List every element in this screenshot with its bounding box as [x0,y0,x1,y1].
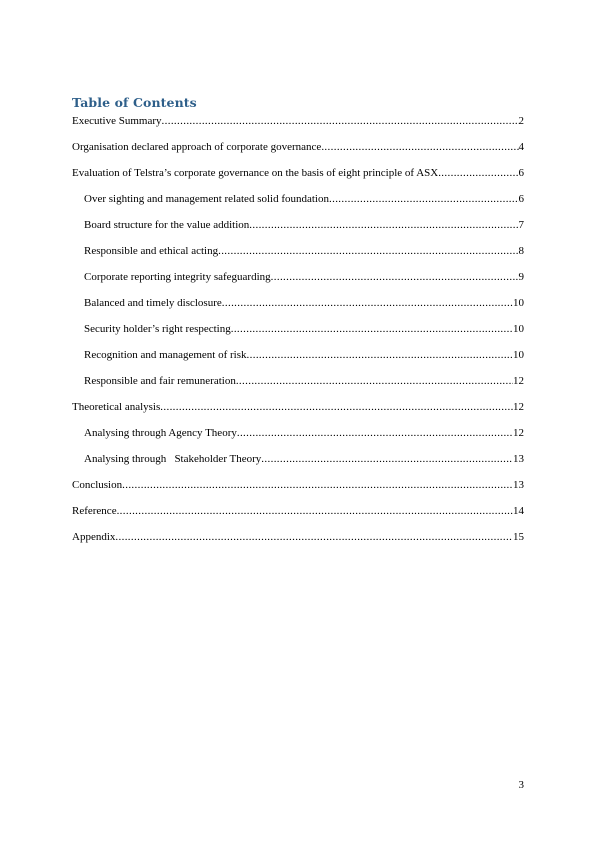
toc-entry-page: 10 [513,349,524,361]
table-of-contents [72,115,524,557]
dot-leader [218,245,518,258]
toc-entry-page: 15 [513,531,524,543]
toc-entry-executive-summary[interactable] [72,115,524,128]
toc-entry-title: Over sighting and management related solid foundation [84,193,329,205]
dot-leader [117,505,513,518]
toc-entry-page: 4 [518,141,524,153]
dot-leader [261,453,513,466]
toc-entry-title: Reference [72,505,117,517]
toc-entry-stakeholder-theory[interactable] [72,453,524,466]
dot-leader [321,141,518,154]
toc-entry-page: 13 [513,479,524,491]
toc-entry-page: 9 [518,271,524,283]
toc-entry-title: Corporate reporting integrity safeguarding [84,271,271,283]
toc-entry-title: Balanced and timely disclosure [84,297,222,309]
toc-entry-declared-approach[interactable] [72,141,524,154]
toc-entry-page: 13 [513,453,524,465]
toc-entry-page: 10 [513,297,524,309]
toc-entry-title: Executive Summary [72,115,162,127]
toc-entry-appendix[interactable] [72,531,524,544]
toc-entry-page: 12 [513,375,524,387]
toc-entry-page: 6 [518,193,524,205]
toc-entry-timely-disclosure[interactable] [72,297,524,310]
dot-leader [247,349,513,362]
dot-leader [222,297,513,310]
toc-entry-page: 2 [518,115,524,127]
toc-entry-title: Responsible and ethical acting [84,245,219,257]
page-number: 3 [518,779,524,791]
dot-leader [236,375,513,388]
toc-entry-title: Conclusion [72,479,123,491]
toc-entry-ethical-acting[interactable] [72,245,524,258]
toc-entry-title: Security holder’s right respecting [84,323,231,335]
toc-entry-reference[interactable] [72,505,524,518]
dot-leader [438,167,518,180]
dot-leader [162,115,519,128]
toc-entry-security-holder-rights[interactable] [72,323,524,336]
dot-leader [231,323,513,336]
dot-leader [237,427,513,440]
toc-entry-title: Evaluation of Telstra’s corporate governance on the basis of eight principle of ASX [72,167,439,179]
toc-entry-title: Recognition and management of risk [84,349,247,361]
toc-entry-title: Board structure for the value addition [84,219,250,231]
toc-entry-theoretical-analysis[interactable] [72,401,524,414]
toc-entry-conclusion[interactable] [72,479,524,492]
toc-entry-page: 14 [513,505,524,517]
toc-entry-title: Theoretical analysis [72,401,161,413]
toc-entry-solid-foundation[interactable] [72,193,524,206]
toc-entry-title: Responsible and fair remuneration [84,375,236,387]
toc-entry-page: 6 [518,167,524,179]
toc-entry-risk-management[interactable] [72,349,524,362]
toc-entry-title: Organisation declared approach of corporate governance [72,141,322,153]
toc-entry-board-structure[interactable] [72,219,524,232]
dot-leader [122,479,513,492]
toc-entry-page: 10 [513,323,524,335]
toc-entry-page: 12 [513,427,524,439]
toc-entry-page: 7 [518,219,524,231]
toc-entry-page: 12 [513,401,524,413]
toc-entry-title: Analysing through Stakeholder Theory [84,453,262,465]
toc-entry-reporting-integrity[interactable] [72,271,524,284]
toc-entry-title: Analysing through Agency Theory [84,427,237,439]
toc-entry-fair-remuneration[interactable] [72,375,524,388]
dot-leader [329,193,519,206]
toc-entry-evaluation-asx[interactable] [72,167,524,180]
dot-leader [271,271,519,284]
dot-leader [115,531,513,544]
dot-leader [160,401,513,414]
dot-leader [249,219,518,232]
toc-entry-title: Appendix [72,531,116,543]
toc-entry-page: 8 [518,245,524,257]
toc-entry-agency-theory[interactable] [72,427,524,440]
toc-heading: Table of Contents [72,95,197,110]
